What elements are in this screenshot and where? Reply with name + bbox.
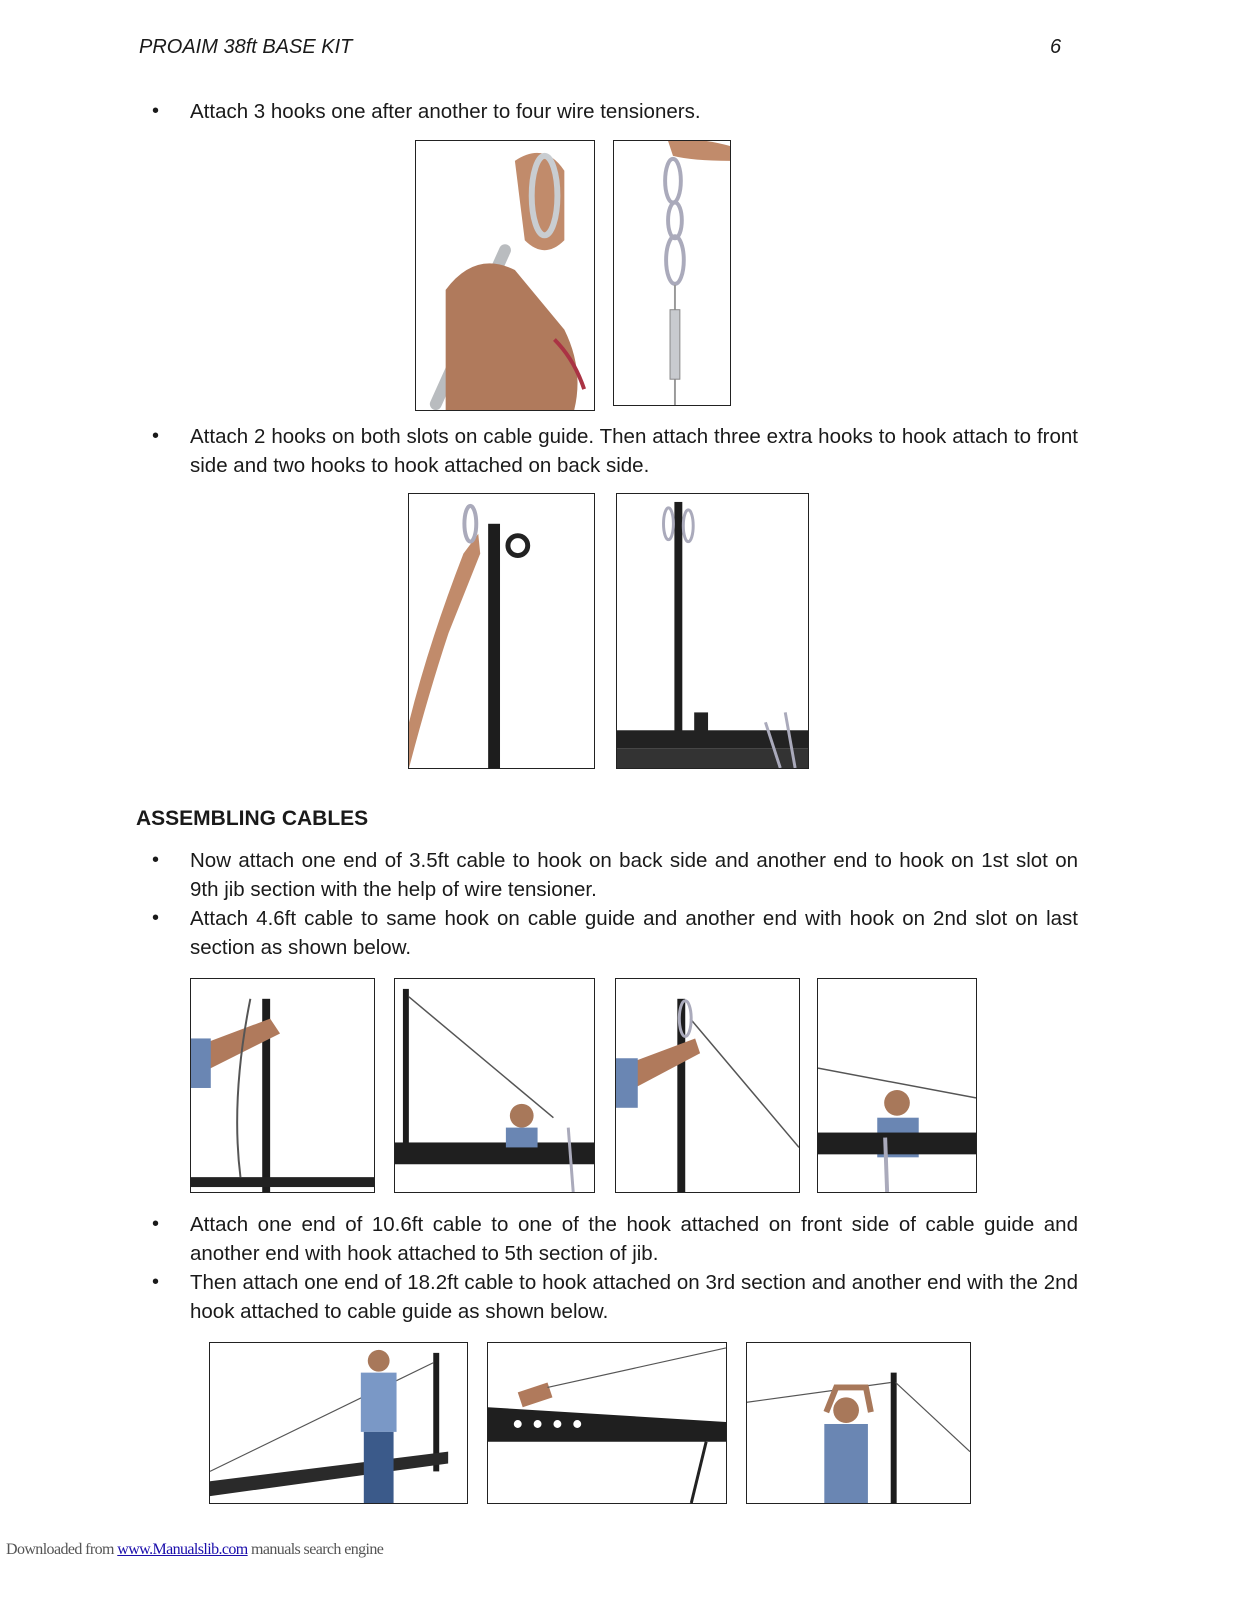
instruction-18-2ft-cable: Then attach one end of 18.2ft cable to hook attached on 3rd section and another end with the 2nd hook attached to cable guide as shown below. <box>190 1271 1078 1323</box>
photo-attach-cable-top <box>190 978 375 1193</box>
photo-cable-guide-mounted <box>616 493 809 769</box>
photo-tensioner-adjust <box>615 978 800 1193</box>
bullet-marker: • <box>152 907 160 929</box>
footer-suffix: manuals search engine <box>247 1541 384 1558</box>
bullet-marker: • <box>152 100 160 122</box>
photo-man-pulling-cable <box>394 978 595 1193</box>
manualslib-link[interactable]: www.Manualslib.com <box>117 1541 248 1558</box>
photo-chained-hooks-tensioner <box>613 140 731 406</box>
photo-hook-on-cable-guide <box>408 493 595 769</box>
instruction-10-6ft-cable: Attach one end of 10.6ft cable to one of the hook attached on front side of cable guide and another end with hook attached to 5th section of jib. <box>190 1213 1078 1265</box>
photo-man-at-cable-guide <box>746 1342 971 1504</box>
instruction-hooks-cable-guide: Attach 2 hooks on both slots on cable guide. Then attach three extra hooks to hook attach to front side and two hooks to hook attached on back side. <box>190 425 1078 477</box>
download-footer <box>6 1541 383 1559</box>
bullet-marker: • <box>152 849 160 871</box>
bullet-marker: • <box>152 425 160 447</box>
photo-man-connecting-hooks <box>817 978 977 1193</box>
page-number: 6 <box>1050 36 1062 58</box>
instruction-4-6ft-cable: Attach 4.6ft cable to same hook on cable guide and another end with hook on 2nd slot on last section as shown below. <box>190 907 1078 959</box>
instruction-3-5ft-cable: Now attach one end of 3.5ft cable to hook on back side and another end to hook on 1st slot on 9th jib section with the help of wire tensioner. <box>190 849 1078 901</box>
section-heading: ASSEMBLING CABLES <box>136 807 369 830</box>
bullet-marker: • <box>152 1271 160 1293</box>
instruction-hooks-tensioners: Attach 3 hooks one after another to four wire tensioners. <box>190 100 701 123</box>
photo-hand-attaching-hook <box>415 140 595 411</box>
photo-man-on-jib-arm <box>209 1342 468 1504</box>
photo-cable-on-jib-section <box>487 1342 727 1504</box>
bullet-marker: • <box>152 1213 160 1235</box>
page-header-title: PROAIM 38ft BASE KIT <box>139 36 353 58</box>
footer-prefix: Downloaded from <box>6 1541 118 1558</box>
